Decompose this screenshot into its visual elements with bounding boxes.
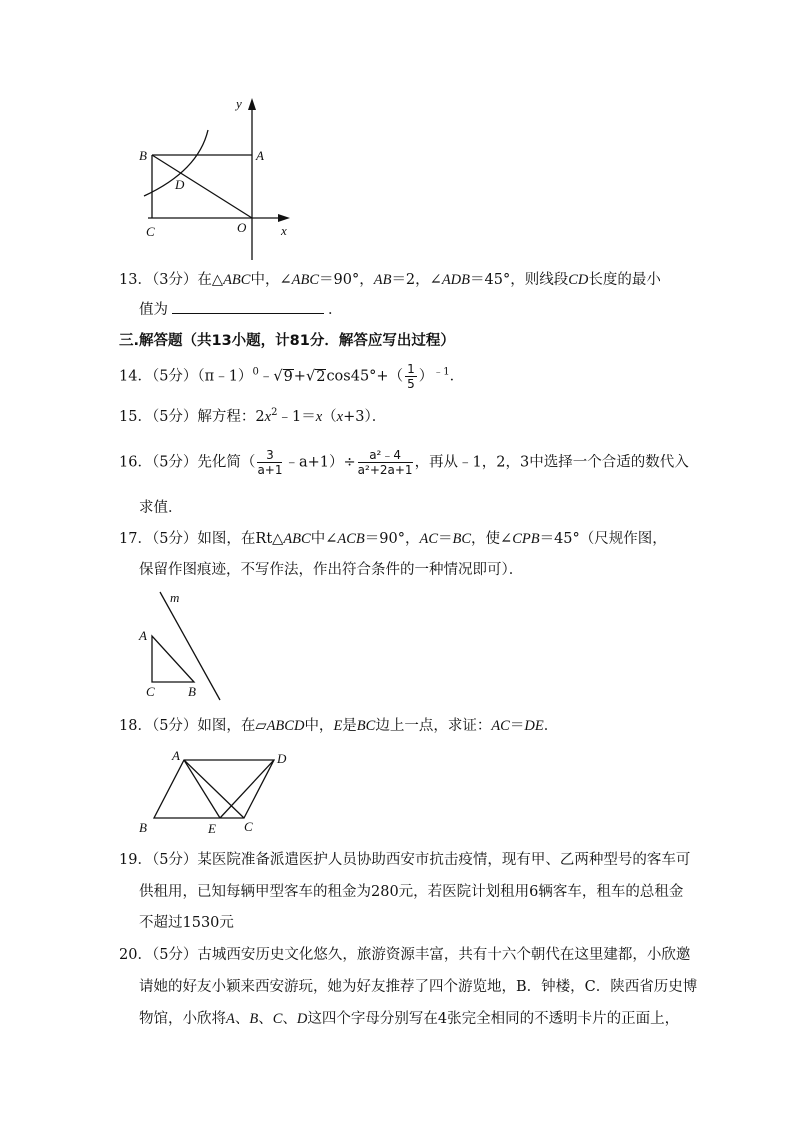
question-20-line3 <box>139 1009 679 1029</box>
q14-plus: + <box>293 368 306 385</box>
q20-b: B <box>249 1011 259 1027</box>
q17-num: 17．（5分）如图，在Rt△ <box>119 531 284 547</box>
label-m: m <box>170 590 180 605</box>
q18-abcd: ABCD <box>266 718 305 734</box>
q13-t5: 长度的最小 <box>588 272 661 288</box>
q13-t2: ＝90°， <box>319 272 374 288</box>
q16-line2: 求值． <box>139 500 183 516</box>
q15-t2: （ <box>322 408 337 425</box>
q18-t2: 是 <box>342 718 357 734</box>
q20-a: A <box>226 1011 235 1027</box>
q17-bc: BC <box>452 531 472 547</box>
label-b: B <box>188 684 196 699</box>
segment-de <box>220 760 274 818</box>
q17-t4: ，使∠ <box>471 531 513 547</box>
q17-t1: 中∠ <box>310 531 338 547</box>
q14-frac-den: 5 <box>407 377 415 391</box>
q14-num: 14．（5分）（π﹣1） <box>119 368 253 385</box>
q15-t1: ﹣1＝ <box>277 408 316 425</box>
q16-mid: ﹣a+1）÷ <box>284 454 356 471</box>
label-a: A <box>139 628 147 643</box>
q13-abc2: ABC <box>291 272 320 288</box>
q13-num: 13．（3分）在△ <box>119 272 224 288</box>
q13-end: ． <box>328 302 343 318</box>
q18-end: ． <box>543 718 559 734</box>
q17-t5: ＝45°（尺规作图， <box>539 531 667 547</box>
q18-t1: 中， <box>304 718 334 734</box>
q20-s3: 、 <box>282 1011 297 1027</box>
triangle-line-figure <box>136 588 236 706</box>
q14-radicand-9: 9 <box>283 368 293 385</box>
q15-t3: +3）． <box>343 408 387 425</box>
q14-exp-neg1: ﹣1 <box>433 366 450 378</box>
q16-f2-num: a²﹣4 <box>358 448 413 463</box>
q14-frac-num: 1 <box>407 362 415 376</box>
q20-d: D <box>296 1011 308 1027</box>
q17-cpb: CPB <box>512 531 540 547</box>
x-axis-arrow <box>278 214 290 222</box>
label-y: y <box>236 96 242 111</box>
label-a: A <box>256 148 264 163</box>
q18-de: DE <box>524 718 544 734</box>
q14-minus: ﹣ <box>258 368 274 385</box>
label-c: C <box>146 684 155 699</box>
q17-line2: 保留作图痕迹，不写作法，作出符合条件的一种情况即可）． <box>139 562 524 578</box>
question-19-line3: 不超过1530元 <box>139 915 234 931</box>
q13-line2: 值为 <box>139 302 168 318</box>
q18-ac: AC <box>491 718 510 734</box>
q13-t4: ＝45°，则线段 <box>470 272 569 288</box>
question-15 <box>119 403 386 427</box>
q17-ac: AC <box>419 531 438 547</box>
y-axis-arrow <box>248 98 256 110</box>
q18-t4: ＝ <box>509 718 525 734</box>
q16-f2-den: a²+2a+1 <box>357 463 413 477</box>
q13-abc: ABC <box>223 272 251 288</box>
label-d: D <box>277 751 287 766</box>
q15-x2: x <box>315 408 323 425</box>
q14-exp0: 0 <box>252 366 259 378</box>
question-20-line2: 请她的好友小颖来西安游玩，她为好友推荐了四个游览地，B．钟楼，C．陕西省历史博 <box>139 979 698 995</box>
q16-f1-den: a+1 <box>257 463 283 477</box>
q20-s2: 、 <box>258 1011 273 1027</box>
coordinate-figure <box>130 92 305 267</box>
q15-num: 15．（5分）解方程：2 <box>119 408 265 425</box>
question-13-line2 <box>139 299 343 320</box>
q18-t3: 边上一点，求证： <box>375 718 492 734</box>
sqrt-sign: √ <box>273 368 283 385</box>
q14-cos: cos45°+（ <box>326 368 404 385</box>
q17-t3: ＝ <box>438 531 453 547</box>
q17-acb: ACB <box>337 531 365 547</box>
q16-fraction-1 <box>257 448 282 477</box>
q20-c: C <box>272 1011 283 1027</box>
question-19-line1: 19．（5分）某医院准备派遣医护人员协助西安市抗击疫情，现有甲、乙两种型号的客车可 <box>119 852 691 868</box>
q17-abc: ABC <box>283 531 311 547</box>
question-14 <box>119 362 464 391</box>
sqrt-sign-2: √ <box>305 368 316 385</box>
q20-line3b: 这四个字母分别写在4张完全相同的不透明卡片的正面上， <box>307 1011 680 1027</box>
parallelogram-figure <box>134 746 294 838</box>
label-x: x <box>281 223 287 238</box>
question-18 <box>119 716 558 736</box>
q15-x3: x <box>336 408 344 425</box>
q13-t1: 中，∠ <box>250 272 292 288</box>
segment-bo <box>152 155 252 218</box>
label-b: B <box>139 820 147 835</box>
question-16 <box>119 448 689 477</box>
q16-f1-num: 3 <box>257 448 282 463</box>
q20-s1: 、 <box>234 1011 250 1027</box>
q16-fraction-2 <box>358 448 413 477</box>
question-20-line1: 20．（5分）古城西安历史文化悠久，旅游资源丰富，共有十六个朝代在这里建都，小欣邀 <box>119 947 691 963</box>
q14-fraction <box>405 362 417 391</box>
q17-t2: ＝90°， <box>364 531 420 547</box>
label-c: C <box>244 819 253 834</box>
q15-exp2: 2 <box>271 407 278 418</box>
q13-cd: CD <box>568 272 589 288</box>
label-a: A <box>172 748 180 763</box>
answer-blank[interactable] <box>172 299 324 314</box>
question-13 <box>119 270 661 290</box>
label-e: E <box>208 821 216 836</box>
label-b: B <box>139 148 147 163</box>
q20-line3a: 物馆，小欣将 <box>139 1011 226 1027</box>
q14-end: ． <box>449 368 465 385</box>
q16-num: 16．（5分）先化简（ <box>119 454 256 471</box>
q15-x1: x <box>264 408 272 425</box>
q13-t3: ＝2，∠ <box>391 272 442 288</box>
question-19-line2: 供租用，已知每辆甲型客车的租金为280元，若医院计划租用6辆客车，租车的总租金 <box>139 884 684 900</box>
q14-close: ） <box>418 368 434 385</box>
q16-t1: ，再从﹣1，2，3中选择一个合适的数代入 <box>414 454 689 471</box>
label-d: D <box>175 177 185 192</box>
q13-adb: ADB <box>441 272 470 288</box>
section-heading: 三.解答题（共13小题，计81分．解答应写出过程） <box>119 333 455 349</box>
q18-bc: BC <box>356 718 376 734</box>
label-o: O <box>237 220 247 235</box>
q18-e: E <box>333 718 343 734</box>
q18-num: 18．（5分）如图，在▱ <box>119 718 267 734</box>
q13-ab: AB <box>373 272 392 288</box>
question-17 <box>119 529 667 549</box>
label-c: C <box>146 224 155 239</box>
q14-radicand-2: 2 <box>316 368 326 385</box>
